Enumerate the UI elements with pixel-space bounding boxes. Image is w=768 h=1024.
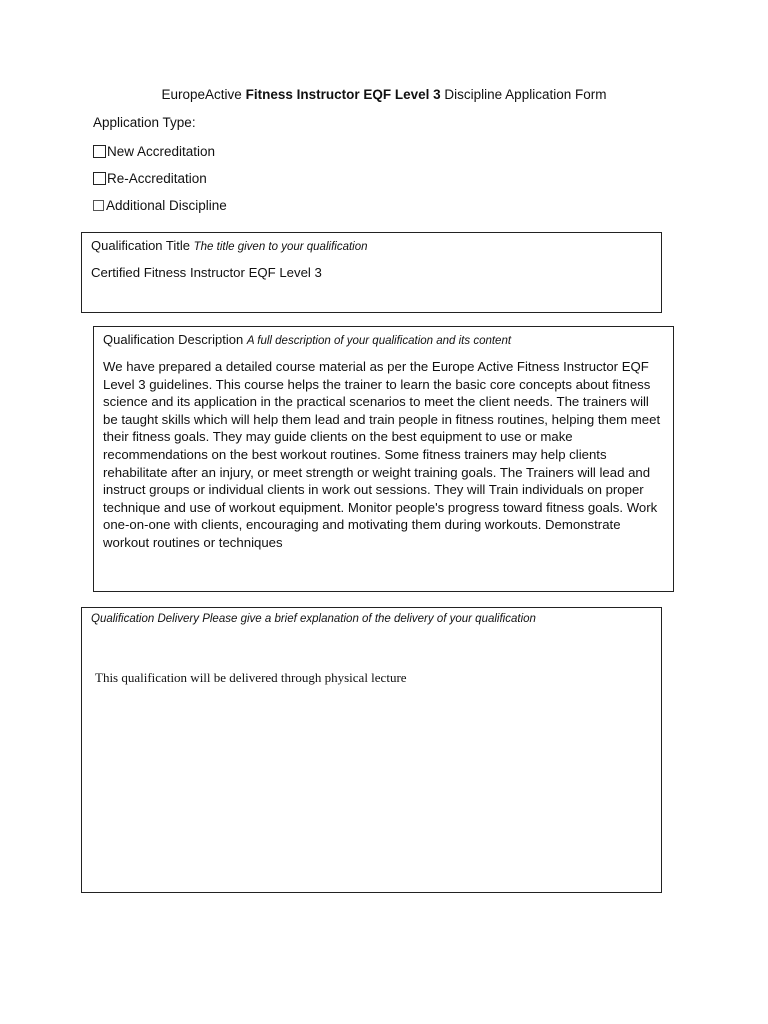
option-new-accreditation[interactable] <box>93 142 215 160</box>
option-additional-discipline[interactable] <box>93 196 227 214</box>
qualification-description-box <box>93 326 674 592</box>
qualification-delivery-box <box>81 607 662 893</box>
additional-discipline-label: Additional Discipline <box>106 197 227 213</box>
application-type-label: Application Type: <box>93 115 196 130</box>
form-title-suffix: Discipline Application Form <box>444 87 607 102</box>
additional-discipline-checkbox[interactable] <box>93 200 104 211</box>
qualification-title-heading-text: Qualification Title <box>91 238 190 253</box>
qualification-delivery-value[interactable]: This qualification will be delivered through physical lecture <box>95 670 407 685</box>
form-title-prefix: EuropeActive <box>161 87 242 102</box>
re-accreditation-label: Re-Accreditation <box>107 170 207 186</box>
qualification-description-heading-text: Qualification Description <box>103 332 244 347</box>
re-accreditation-checkbox[interactable] <box>93 172 106 185</box>
qualification-delivery-heading: Qualification Delivery Please give a brief explanation of the delivery of your qualification <box>91 613 536 625</box>
qualification-description-heading <box>103 332 511 347</box>
qualification-title-box <box>81 232 662 313</box>
qualification-title-heading <box>91 238 368 253</box>
qualification-description-hint: A full description of your qualification and its content <box>246 335 512 347</box>
qualification-title-value[interactable]: Certified Fitness Instructor EQF Level 3 <box>91 265 322 280</box>
new-accreditation-checkbox[interactable] <box>93 145 106 158</box>
qualification-title-hint: The title given to your qualification <box>193 241 368 253</box>
form-title <box>0 87 768 102</box>
option-re-accreditation[interactable] <box>93 169 207 187</box>
form-title-bold: Fitness Instructor EQF Level 3 <box>245 87 441 102</box>
new-accreditation-label: New Accreditation <box>107 143 216 159</box>
qualification-description-value[interactable]: We have prepared a detailed course material as per the Europe Active Fitness Instructor EQF Level 3 guidelines. This course helps the trainer to learn the basic core concepts about fitness science and its application in the practical scenarios to meet the client needs. The trainers will be taught skills which will help them lead and train people in fitness routines, helping them meet their fitness goals. They may guide clients on the best equipment to use or make recommendations on the best workout routines. Some fitness trainers may help clients rehabilitate after an injury, or meet strength or weight training goals. The Trainers will lead and instruct groups or individual clients in work out sessions. They will Train individuals on proper technique and use of workout equipment. Monitor people's progress toward fitness goals. Work one-on-one with clients, encouraging and motivating them during workouts. Demonstrate workout routines or techniques <box>103 359 661 550</box>
